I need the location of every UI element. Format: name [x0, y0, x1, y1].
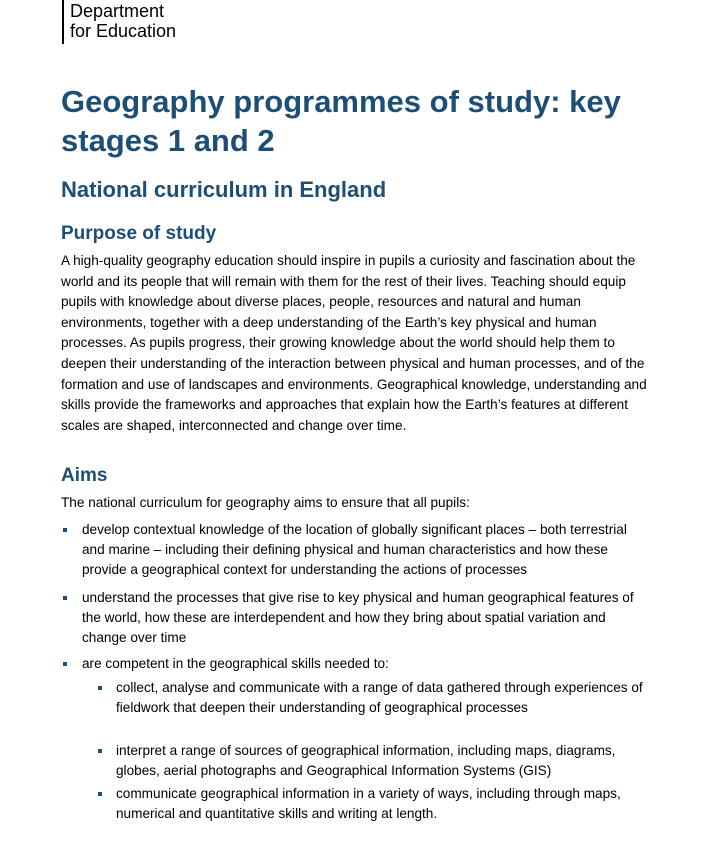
- page-subtitle: National curriculum in England: [61, 177, 387, 202]
- bullet-square-icon: [98, 686, 102, 690]
- purpose-heading: Purpose of study: [61, 223, 217, 244]
- purpose-paragraph: A high-quality geography education should inspire in pupils a curiosity and fascination about the world and its people that will remain with them for the rest of their lives. Teaching should equip pupils with knowledge about diverse places, people, resources and natural and human environments, together with a deep understanding of the Earth’s key physical and human processes. As pupils progress, their growing knowledge about the world should help them to deepen their understanding of the interaction between physical and human processes, and of the formation and use of landscapes and environments. Geographical knowledge, understanding and skills provide the frameworks and approaches that explain how the Earth’s features at different scales are shaped, interconnected and change over time.: [61, 253, 647, 433]
- bullet-square-icon: [63, 528, 67, 532]
- page-title: Geography programmes of study: key stages 1 and 2: [61, 84, 621, 158]
- sub-aim-text: communicate geographical information in a variety of ways, including through maps, numerical and quantitative skills and writing at length.: [116, 786, 621, 821]
- logo-line-for-education: for Education: [70, 21, 177, 41]
- aims-intro-text: The national curriculum for geography aims to ensure that all pupils:: [61, 495, 470, 510]
- department-for-education-logo: [62, 0, 176, 44]
- bullet-square-icon: [98, 792, 102, 796]
- aims-heading: Aims: [61, 465, 108, 486]
- aim-text: are competent in the geographical skills needed to:: [82, 656, 389, 671]
- logo-line-department: Department: [70, 1, 165, 21]
- bullet-square-icon: [63, 596, 67, 600]
- sub-aim-text: collect, analyse and communicate with a range of data gathered through experiences of fieldwork that deepen their understanding of geographical processes: [116, 680, 643, 715]
- sub-aim-text: interpret a range of sources of geographical information, including maps, diagrams, globes, aerial photographs and Geographical Information Systems (GIS): [116, 743, 616, 778]
- aim-text: understand the processes that give rise to key physical and human geographical features of the world, how these are interdependent and how they bring about spatial variation and change over time: [82, 590, 634, 645]
- bullet-square-icon: [98, 749, 102, 753]
- aim-text: develop contextual knowledge of the location of globally significant places – both terrestrial and marine – including their defining physical and human characteristics and how these provide a geographical context for understanding the actions of processes: [82, 522, 627, 577]
- bullet-square-icon: [63, 662, 67, 666]
